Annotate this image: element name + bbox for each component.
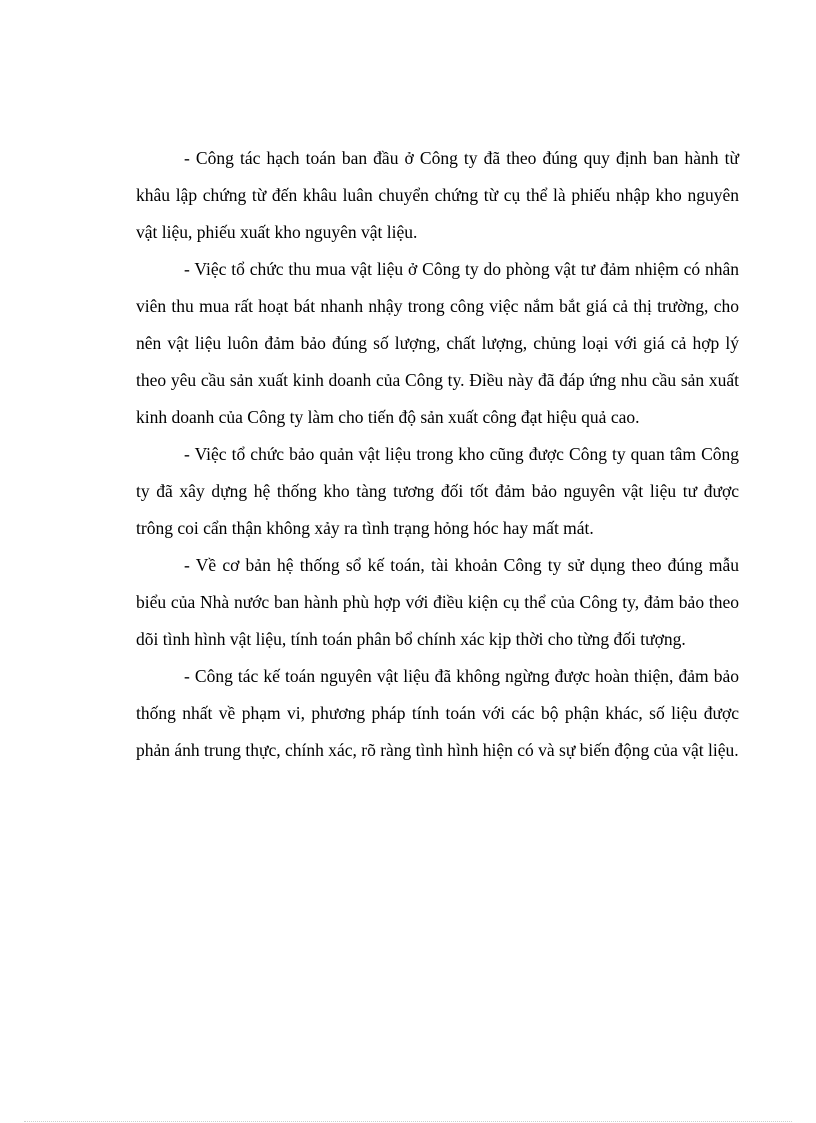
paragraph-material-purchasing: - Việc tổ chức thu mua vật liệu ở Công ty do phòng vật tư đảm nhiệm có nhân viên thu mua rất hoạt bát nhanh nhậy trong công việc nắm bắt giá cả thị trường, cho nên vật liệu luôn đảm bảo đúng số lượng, chất lượng, chủng loại với giá cả hợp lý theo yêu cầu sản xuất kinh doanh của Công ty. Điều này đã đáp ứng nhu cầu sản xuất kinh doanh của Công ty làm cho tiến độ sản xuất công đạt hiệu quả cao. <box>136 259 739 427</box>
paragraph-accounting-books: - Về cơ bản hệ thống sổ kế toán, tài khoản Công ty sử dụng theo đúng mẫu biểu của Nhà nước ban hành phù hợp với điều kiện cụ thể của Công ty, đảm bảo theo dõi tình hình vật liệu, tính toán phân bổ chính xác kịp thời cho từng đối tượng. <box>136 555 739 649</box>
page-bottom-divider <box>24 1121 792 1122</box>
paragraph-material-accounting: - Công tác kế toán nguyên vật liệu đã không ngừng được hoàn thiện, đảm bảo thống nhất về phạm vi, phương pháp tính toán với các bộ phận khác, số liệu được phản ánh trung thực, chính xác, rõ ràng tình hình hiện có và sự biến động của vật liệu. <box>136 666 739 760</box>
paragraph-material-storage: - Việc tổ chức bảo quản vật liệu trong kho cũng được Công ty quan tâm Công ty đã xây dựng hệ thống kho tàng tương đối tốt đảm bảo nguyên vật liệu tư được trông coi cẩn thận không xảy ra tình trạng hỏng hóc hay mất mát. <box>136 444 739 538</box>
document-body <box>136 140 739 769</box>
paragraph-initial-accounting: - Công tác hạch toán ban đầu ở Công ty đã theo đúng quy định ban hành từ khâu lập chứng từ đến khâu luân chuyển chứng từ cụ thể là phiếu nhập kho nguyên vật liệu, phiếu xuất kho nguyên vật liệu. <box>136 148 739 242</box>
